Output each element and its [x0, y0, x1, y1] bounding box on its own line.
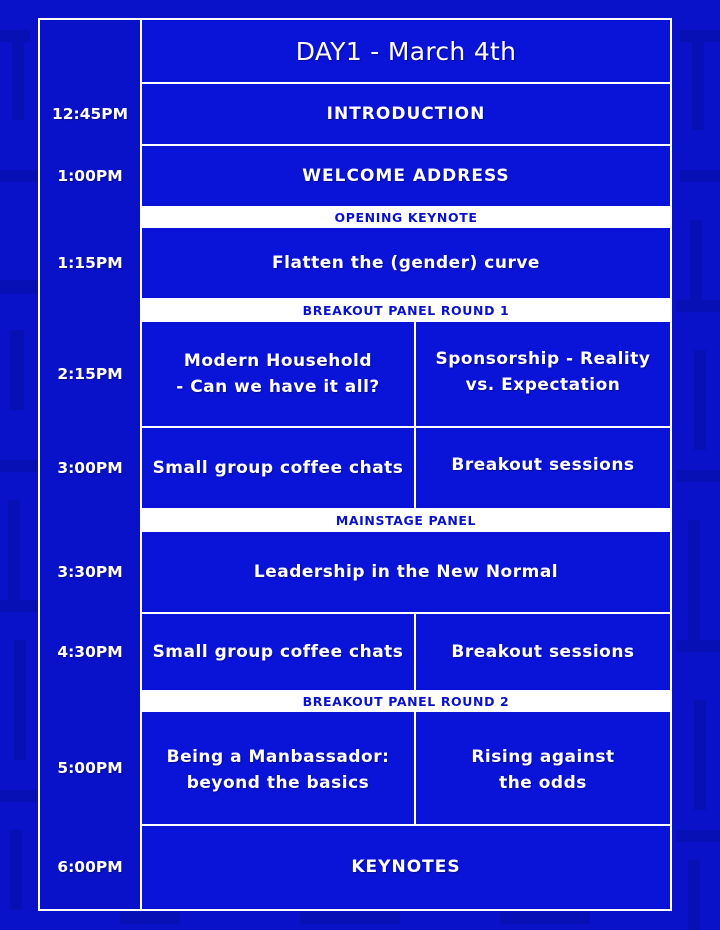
- section-band-breakout-round-2: BREAKOUT PANEL ROUND 2: [142, 690, 670, 712]
- session-title: Small group coffee chats: [152, 642, 404, 662]
- session-title: Breakout sessions: [451, 642, 635, 662]
- time-label: 3:30PM: [57, 563, 123, 581]
- session-manbassador: [142, 712, 414, 824]
- row-divider: [140, 144, 672, 146]
- session-title: Leadership in the New Normal: [253, 562, 559, 582]
- session-title-line: vs. Expectation: [465, 375, 621, 395]
- session-title: WELCOME ADDRESS: [302, 166, 510, 186]
- time-label: 12:45PM: [51, 105, 129, 123]
- session-leadership-new-normal: [142, 532, 670, 612]
- session-title: KEYNOTES: [351, 857, 461, 877]
- section-band-breakout-round-1: BREAKOUT PANEL ROUND 1: [142, 298, 670, 322]
- column-divider: [414, 614, 416, 690]
- session-title-line: beyond the basics: [186, 773, 370, 793]
- time-label: 3:00PM: [57, 459, 123, 477]
- time-label: 5:00PM: [57, 759, 123, 777]
- section-band-mainstage-panel: MAINSTAGE PANEL: [142, 508, 670, 532]
- session-title-line: the odds: [499, 773, 587, 793]
- session-title-line: Rising against: [471, 747, 615, 767]
- time-label: 1:15PM: [57, 254, 123, 272]
- column-divider: [414, 712, 416, 824]
- session-introduction: [142, 84, 670, 144]
- row-divider: [140, 824, 672, 826]
- session-coffee-chats-2: [142, 614, 414, 690]
- session-breakout-sessions-1: [416, 428, 670, 508]
- time-label: 4:30PM: [57, 643, 123, 661]
- section-band-opening-keynote: OPENING KEYNOTE: [142, 206, 670, 228]
- session-title: Small group coffee chats: [152, 458, 404, 478]
- session-title-line: Modern Household: [183, 351, 373, 371]
- session-keynote-flatten-curve: [142, 228, 670, 298]
- session-title: Breakout sessions: [451, 455, 635, 475]
- session-keynotes: [142, 826, 670, 908]
- day-title-cell: [142, 20, 670, 82]
- row-divider: [140, 426, 672, 428]
- row-divider: [140, 82, 672, 84]
- session-welcome-address: [142, 146, 670, 206]
- session-breakout-sessions-2: [416, 614, 670, 690]
- session-sponsorship: [416, 322, 670, 426]
- column-divider: [414, 322, 416, 508]
- session-coffee-chats-1: [142, 428, 414, 508]
- time-label: 6:00PM: [57, 858, 123, 876]
- row-divider: [140, 612, 672, 614]
- session-title-line: - Can we have it all?: [176, 377, 380, 397]
- session-modern-household: [142, 322, 414, 426]
- session-rising-against-odds: [416, 712, 670, 824]
- session-title-line: Sponsorship - Reality: [435, 349, 651, 369]
- session-title: Flatten the (gender) curve: [272, 253, 540, 273]
- session-title: INTRODUCTION: [326, 104, 486, 124]
- session-title-line: Being a Manbassador:: [166, 747, 390, 767]
- time-label: 2:15PM: [57, 365, 123, 383]
- time-label: 1:00PM: [57, 167, 123, 185]
- day-title: DAY1 - March 4th: [295, 36, 517, 66]
